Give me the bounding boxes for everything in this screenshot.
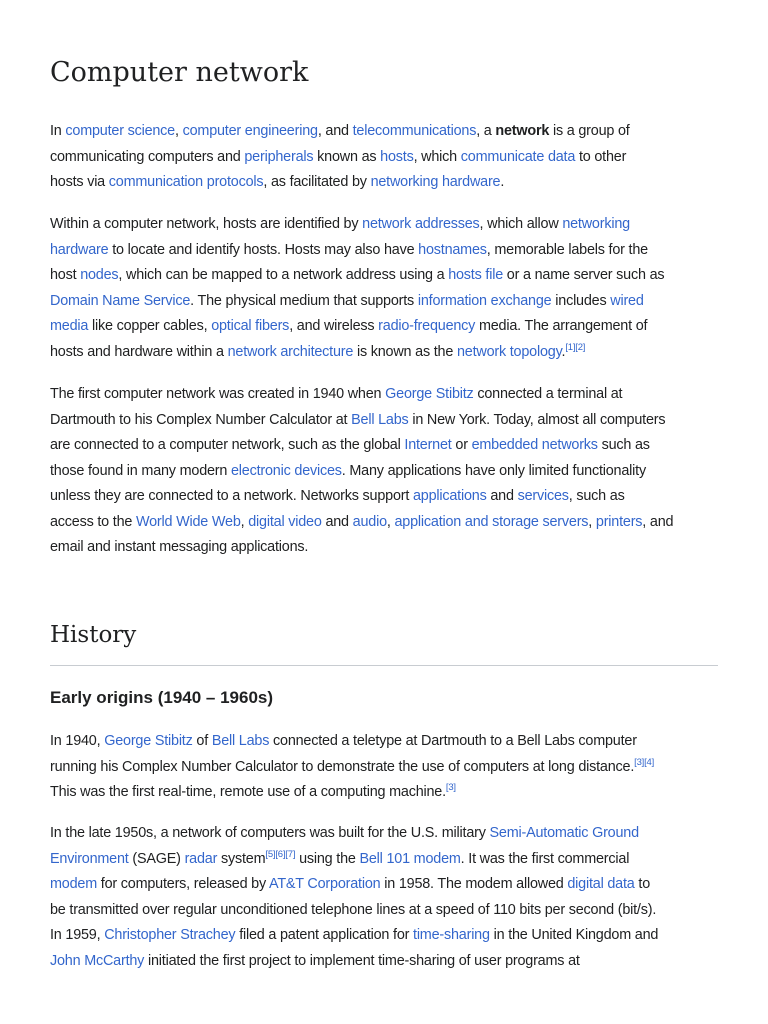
citation-ref[interactable]: [1][2] [565,341,586,353]
link-semi-automatic-ground[interactable]: Semi-Automatic Ground [489,825,639,841]
link-electronic-devices[interactable]: electronic devices [231,462,342,479]
text-line: In the late 1950s, a network of computers was built for the U.S. military Semi-Automatic Ground [50,825,639,841]
link-bell-labs[interactable]: Bell Labs [211,733,270,749]
link-wired[interactable]: wired [610,292,644,309]
text-line: email and instant messaging applications. [50,539,309,555]
text-line: host nodes, which can be mapped to a network address using a hosts file or a name server such as [50,267,665,283]
text-line: The first computer network was created in 1940 when George Stibitz connected a terminal at [50,386,623,402]
link-hosts[interactable]: hosts [380,148,414,165]
text-line: This was the first real-time, remote use of a computing machine.[3] [50,782,456,800]
text-line: be transmitted over regular unconditioned telephone lines at a speed of 110 bits per second (bit/s). [50,901,657,918]
link-christopher-strachey[interactable]: Christopher Strachey [104,927,236,943]
text-line: media like copper cables, optical fibers, and wireless radio-frequency media. The arrangement of [50,318,648,334]
link-hosts-file[interactable]: hosts file [448,267,503,283]
text-line: Domain Name Service. The physical medium that supports information exchange includes wired [50,292,644,309]
link-network-architecture[interactable]: network architecture [227,343,354,360]
link-networking-hardware[interactable]: networking hardware [370,174,501,190]
link-george-stibitz[interactable]: George Stibitz [385,386,474,402]
text-line: those found in many modern electronic devices. Many applications have only limited functionality [50,462,646,479]
text-line: are connected to a computer network, such as the global Internet or embedded networks such as [50,437,650,453]
history-paragraph-2 [50,821,718,974]
text-line: John McCarthy initiated the first project to implement time-sharing of user programs at [50,952,580,969]
link-network-topology[interactable]: network topology [456,343,562,360]
link-radio-frequency[interactable]: radio-frequency [378,318,476,334]
text-line: Dartmouth to his Complex Number Calculator at Bell Labs in New York. Today, almost all computers [50,411,666,428]
link-environment[interactable]: Environment [50,850,129,867]
bold-term: network [495,123,550,139]
link-computer-science[interactable]: computer science [65,123,175,139]
link-audio[interactable]: audio [352,513,387,530]
link-bell-labs[interactable]: Bell Labs [351,411,409,428]
link-john-mccarthy[interactable]: John McCarthy [50,952,145,969]
text-line: In computer science, computer engineering, and telecommunications, a network is a group of [50,123,630,139]
intro-paragraph-1 [50,119,718,196]
link-internet[interactable]: Internet [404,437,452,453]
link-information-exchange[interactable]: information exchange [417,292,552,309]
link-computer-engineering[interactable]: computer engineering [182,123,318,139]
link-communication-protocols[interactable]: communication protocols [108,174,264,190]
citation-ref[interactable]: [3][4] [634,756,655,768]
text-line: hosts and hardware within a network architecture is known as the network topology.[1][2] [50,341,586,360]
link-media[interactable]: media [50,318,89,334]
link-peripherals[interactable]: peripherals [244,148,314,165]
link-digital-video[interactable]: digital video [248,513,322,530]
section-divider [50,665,718,666]
page-title: Computer network [50,57,309,88]
citation-ref[interactable]: [3] [445,782,456,794]
section-heading-history: History [50,622,137,648]
link-hostnames[interactable]: hostnames [418,241,487,258]
link-embedded-networks[interactable]: embedded networks [471,437,598,453]
link-radar[interactable]: radar [184,850,218,867]
link-networking[interactable]: networking [562,216,630,232]
text-line: communicating computers and peripherals known as hosts, which communicate data to other [50,148,627,165]
intro-paragraph-3 [50,382,718,561]
link-george-stibitz[interactable]: George Stibitz [104,733,193,749]
text-line: Environment (SAGE) radar system[5][6][7] using the Bell 101 modem. It was the first commercial [50,848,630,867]
link-at-t-corporation[interactable]: AT&T Corporation [268,876,381,892]
link-digital-data[interactable]: digital data [567,876,635,892]
link-hardware[interactable]: hardware [50,241,109,258]
link-network-addresses[interactable]: network addresses [362,216,480,232]
link-bell-101-modem[interactable]: Bell 101 modem [359,850,461,867]
text-line: hardware to locate and identify hosts. Hosts may also have hostnames, memorable labels for the [50,241,648,258]
link-application-and-storage-servers[interactable]: application and storage servers [394,513,589,530]
subsection-heading-early-origins: Early origins (1940 – 1960s) [50,688,274,707]
text-line: In 1959, Christopher Strachey filed a patent application for time-sharing in the United Kingdom and [50,927,659,943]
text-line: access to the World Wide Web, digital video and audio, application and storage servers, printers, and [50,513,674,530]
history-paragraph-1 [50,729,718,806]
text-line: In 1940, George Stibitz of Bell Labs connected a teletype at Dartmouth to a Bell Labs computer [50,733,637,749]
link-world-wide-web[interactable]: World Wide Web [136,513,241,530]
link-telecommunications[interactable]: telecommunications [352,123,477,139]
link-time-sharing[interactable]: time-sharing [413,927,490,943]
text-line: modem for computers, released by AT&T Corporation in 1958. The modem allowed digital data to [50,876,650,892]
link-printers[interactable]: printers [595,513,643,530]
link-optical-fibers[interactable]: optical fibers [211,318,290,334]
link-applications[interactable]: applications [412,488,487,504]
link-services[interactable]: services [517,488,569,504]
text-line: hosts via communication protocols, as facilitated by networking hardware. [50,174,505,190]
link-modem[interactable]: modem [50,876,97,892]
intro-paragraph-2 [50,212,718,365]
link-communicate-data[interactable]: communicate data [460,148,576,165]
link-nodes[interactable]: nodes [80,267,119,283]
text-line: running his Complex Number Calculator to demonstrate the use of computers at long distance.[3][4] [50,756,655,775]
citation-ref[interactable]: [5][6][7] [265,848,296,860]
text-line: Within a computer network, hosts are identified by network addresses, which allow networking [50,216,630,232]
text-line: unless they are connected to a network. Networks support applications and services, such as [50,488,625,504]
link-domain-name-service[interactable]: Domain Name Service [50,292,191,309]
